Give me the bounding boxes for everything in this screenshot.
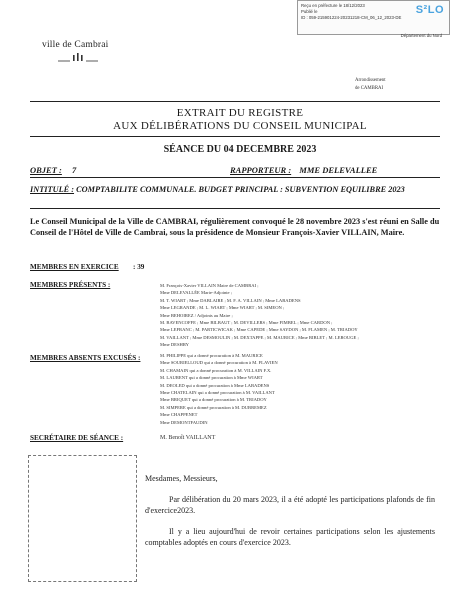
title-rule-top [30, 101, 440, 102]
letter-paragraph-2: Il y a lieu aujourd'hui de revoir certaines participations selon les ajustements comptables adoptés en cours d'exercice 2023. [145, 527, 435, 547]
list-item: M. PHILIPPE qui a donné procuration à M. MAURICE [160, 353, 263, 358]
list-item: Mme DEMONTFAUDIN [160, 419, 208, 425]
list-item: Mme SOURIELLOUD qui a donné procuration à M. FLAVIEN [160, 360, 278, 366]
absents-list [160, 352, 440, 426]
rapporteur-block [230, 165, 377, 175]
register-title: EXTRAIT DU REGISTRE [176, 107, 304, 119]
list-item: M. SIMPERE qui a donné procuration à M. DUBREMEZ [160, 404, 267, 410]
secretaire-label: SECRÉTAIRE DE SÉANCE : [30, 434, 124, 442]
register-subtitle: AUX DÉLIBÉRATIONS DU CONSEIL MUNICIPAL [113, 120, 367, 132]
absents-label: MEMBRES ABSENTS EXCUSÉS : [30, 354, 141, 362]
objet-label: OBJET : [30, 165, 62, 175]
list-item: Mme CHATELAIN qui a donné procuration à M. VAILLANT [160, 390, 275, 396]
arrondissement-line-2: de CAMBRAI [355, 86, 384, 91]
list-item: M. DEOLED qui a donné procuration à Mme LABADENS [160, 382, 270, 388]
list-item: M. François-Xavier VILLAIN Maire de CAMBRAI ; [160, 283, 259, 288]
list-item: Mme LEFRANC ; M. PARTICWICAK ; Mme CAPEDE ; Mme SAYDON ; M. FLAMEN ; M. TRIADOY [160, 327, 358, 333]
stamp-line-3: ID : 059-215901224-20231218-CM_06_12_2023-DE [301, 15, 402, 20]
city-logo-text: ville de Cambrai [42, 40, 109, 50]
secretaire-value: M. Benoît VAILLANT [160, 435, 216, 441]
letter-salutation: Mesdames, Messieurs, [145, 474, 218, 483]
list-item: Mme DELEVALLÉE Marie-Adjointe ; [160, 290, 232, 296]
rapporteur-label: RAPPORTEUR : [230, 165, 292, 175]
city-logo-icon [58, 53, 98, 63]
intitule-rule [30, 208, 440, 209]
intitule-value: COMPTABILITE COMMUNALE. BUDGET PRINCIPAL : SUBVENTION EQUILIBRE 2023 [76, 185, 405, 194]
membres-exercice-label: MEMBRES EN EXERCICE [30, 263, 119, 271]
stamp-department: Département du Nord [400, 33, 442, 38]
list-item: M. T. WIART ; Mme DABLAIRE ; M. F. A. VILLAIN ; Mme LABADENS [160, 297, 301, 303]
objet-rule [30, 177, 440, 178]
list-item: Mme BRIQUET qui a donné procuration à M. TRIADOY [160, 397, 267, 403]
list-item: M. CHAMAIN qui a donné procuration à M. VILLAIN F.X. [160, 367, 272, 373]
objet-value: 7 [72, 165, 77, 175]
list-item: Mme DESHRY [160, 342, 189, 348]
arrondissement-line-1: Arrondissement [355, 78, 386, 83]
presents-label: MEMBRES PRÉSENTS : [30, 281, 111, 289]
list-item: Mme CHAPPENET [160, 412, 198, 418]
list-item: M. VAILLANT ; Mme DESMOULIN ; M. DEXTAPPE ; M. MAURICE ; Mme BIBLET ; M. LEROUGE ; [160, 334, 359, 340]
objet-block [30, 165, 76, 175]
s2lo-logo: S²LO [415, 4, 444, 16]
list-item: M. BAVENCOFFE ; Mme BILBAUT ; M. DEVILLERS ; Mme FIMBEL ; Mme CARDON ; [160, 320, 333, 326]
presents-list [160, 282, 440, 349]
membres-exercice-value: : 39 [133, 263, 145, 271]
seance-date: SÉANCE DU 04 DECEMBRE 2023 [163, 144, 317, 155]
letter-paragraph-1: Par délibération du 20 mars 2023, il a été adopté les participations plafonds de fin d'exercice2023. [145, 495, 435, 515]
rapporteur-value: MME DELEVALLEE [299, 165, 378, 175]
stamp-line-1: Reçu en préfecture le 18/12/2023 [301, 3, 365, 8]
intitule-label: INTITULÉ : [30, 185, 75, 194]
list-item: Mme LEGRANDE ; M. L. WIART ; Mme WIART ; M. SIMEON ; [160, 305, 285, 311]
margin-box [28, 455, 137, 582]
stamp-line-2: Publié le [301, 9, 318, 14]
title-rule-bottom [30, 136, 440, 137]
arrondissement-block [355, 77, 386, 93]
intro-paragraph: Le Conseil Municipal de la Ville de CAMBRAI, régulièrement convoqué le 28 novembre 2023 s'est réuni en Salle du Conseil de l'Hôtel de Ville de Cambrai, sous la présidence de Monsieur François-Xavier VILLAIN, Maire. [30, 217, 440, 237]
list-item: M. LAURENT qui a donné procuration à Mme WIART [160, 375, 263, 381]
intitule-block [30, 185, 430, 195]
list-item: Mme BEHOIREZ / Adjoints au Maire ; [160, 312, 233, 318]
